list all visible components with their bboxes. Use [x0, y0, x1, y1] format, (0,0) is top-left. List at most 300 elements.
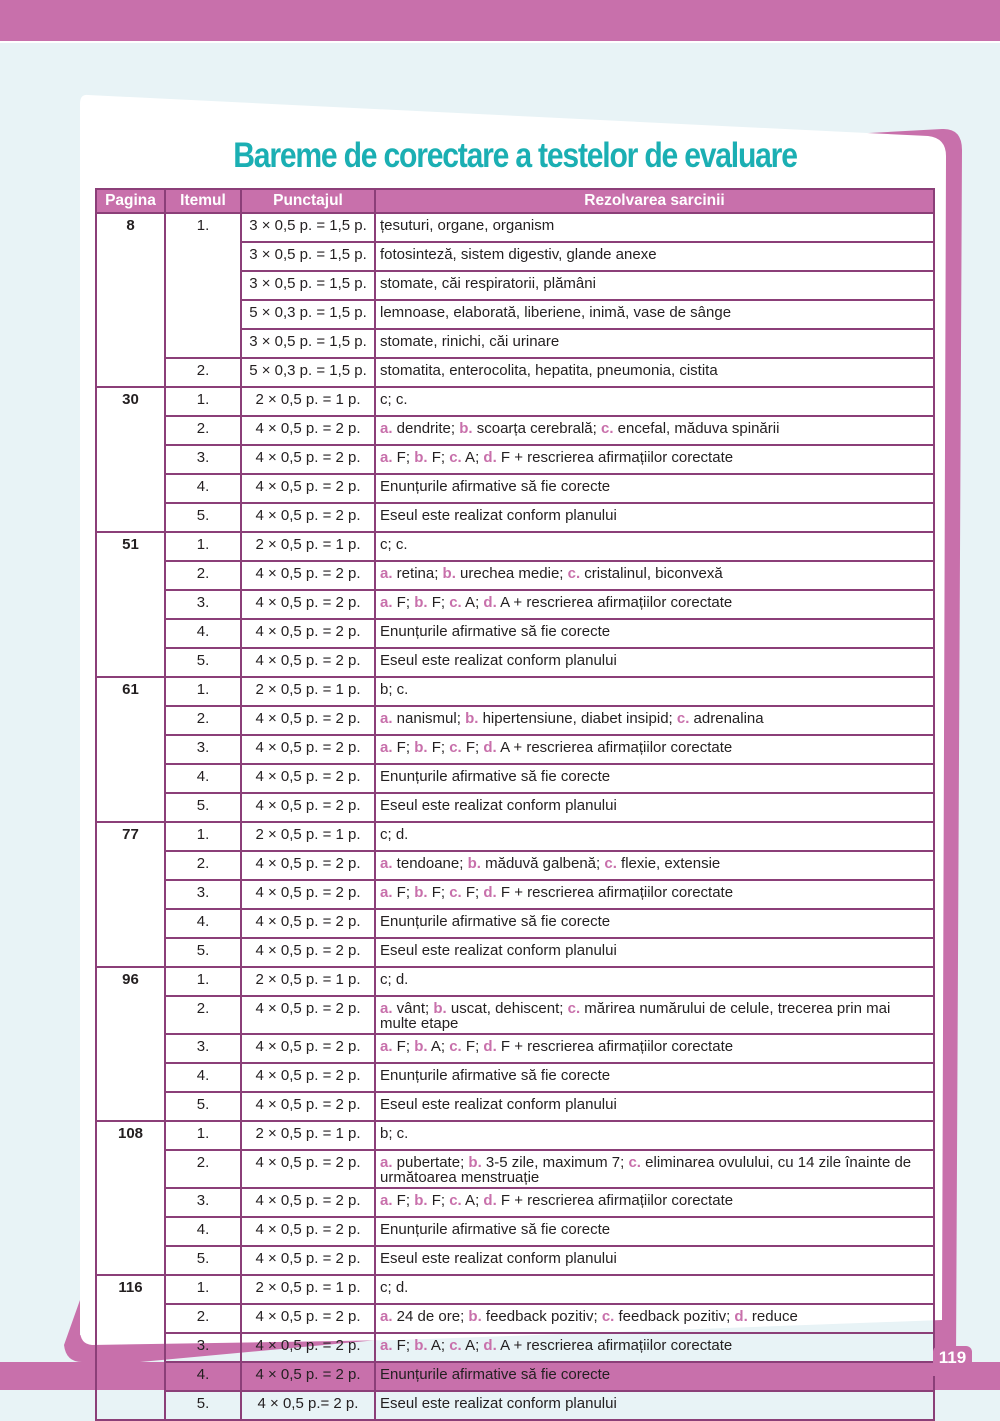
option-label: a. [380, 710, 393, 727]
answer-text: F; [427, 884, 450, 901]
answer-cell [375, 822, 934, 851]
points-cell: 4 × 0,5 p. = 2 p. [241, 1063, 375, 1092]
answer-cell [375, 1092, 934, 1121]
table-row [96, 416, 934, 445]
option-label: c. [449, 594, 462, 611]
option-label: b. [468, 1154, 482, 1171]
answer-text: dendrite; [392, 420, 460, 437]
item-cell: 4. [165, 764, 241, 793]
answer-text: mărirea numărului de celule, trecerea prin mai multe etape [380, 1000, 895, 1032]
item-cell: 5. [165, 938, 241, 967]
option-label: b. [442, 565, 456, 582]
table-row [96, 474, 934, 503]
option-label: a. [380, 1192, 393, 1209]
page-cell: 116 [96, 1275, 165, 1420]
page-title: Bareme de corectare a testelor de evaluare [233, 136, 797, 175]
points-cell: 4 × 0,5 p. = 2 p. [241, 1333, 375, 1362]
table-row [96, 387, 934, 416]
points-cell: 4 × 0,5 p. = 2 p. [241, 648, 375, 677]
header-rezolvarea: Rezolvarea sarcinii [375, 189, 934, 213]
points-cell: 4 × 0,5 p. = 2 p. [241, 1304, 375, 1333]
points-cell: 3 × 0,5 p. = 1,5 p. [241, 213, 375, 242]
answer-text: Eseul este realizat conform planului [380, 1250, 617, 1267]
item-cell: 4. [165, 1217, 241, 1246]
answer-cell [375, 503, 934, 532]
answer-text: Eseul este realizat conform planului [380, 797, 617, 814]
header-itemul: Itemul [165, 189, 241, 213]
points-cell: 4 × 0,5 p. = 2 p. [241, 561, 375, 590]
option-label: d. [483, 739, 497, 756]
option-label: c. [567, 1000, 581, 1017]
table-row [96, 793, 934, 822]
answer-text: b; c. [380, 1125, 409, 1142]
header-pagina: Pagina [96, 189, 165, 213]
answer-text: Enunțurile afirmative să fie corecte [380, 1366, 611, 1383]
option-label: c. [601, 1308, 615, 1325]
points-cell: 4 × 0,5 p. = 2 p. [241, 590, 375, 619]
table-row [96, 532, 934, 561]
table-row [96, 1362, 934, 1391]
answer-text: reduce [747, 1308, 798, 1325]
answer-cell [375, 938, 934, 967]
points-cell: 3 × 0,5 p. = 1,5 p. [241, 242, 375, 271]
answer-text: F; [392, 1337, 415, 1354]
page-cell: 61 [96, 677, 165, 822]
answer-text: c; c. [380, 536, 408, 553]
item-cell: 3. [165, 445, 241, 474]
option-label: c. [449, 884, 462, 901]
answer-text: stomatita, enterocolita, hepatita, pneumonia, cistita [380, 362, 718, 379]
points-cell: 5 × 0,3 p. = 1,5 p. [241, 358, 375, 387]
answer-text: Enunțurile afirmative să fie corecte [380, 1221, 611, 1238]
answer-text: Eseul este realizat conform planului [380, 1395, 617, 1412]
page-cell: 8 [96, 213, 165, 387]
points-cell: 2 × 0,5 p. = 1 p. [241, 387, 375, 416]
item-cell: 5. [165, 1092, 241, 1121]
points-cell: 4 × 0,5 p. = 2 p. [241, 474, 375, 503]
answer-cell [375, 967, 934, 996]
answer-text: retina; [392, 565, 443, 582]
option-label: c. [449, 739, 462, 756]
points-cell: 4 × 0,5 p. = 2 p. [241, 996, 375, 1034]
answer-text: A + rescrierea afirmațiilor corectate [496, 1337, 733, 1354]
answer-text: F; [461, 1038, 484, 1055]
points-cell: 4 × 0,5 p.= 2 p. [241, 1391, 375, 1420]
table-row [96, 1391, 934, 1420]
answer-text: A; [427, 1337, 450, 1354]
option-label: d. [483, 1337, 497, 1354]
answer-text: A; [461, 594, 484, 611]
answer-text: Enunțurile afirmative să fie corecte [380, 913, 611, 930]
answer-cell [375, 1333, 934, 1362]
points-cell: 2 × 0,5 p. = 1 p. [241, 677, 375, 706]
table-row [96, 648, 934, 677]
answer-text: F; [392, 884, 415, 901]
answer-text: scoarța cerebrală; [472, 420, 601, 437]
page-cell: 96 [96, 967, 165, 1121]
answer-text: Eseul este realizat conform planului [380, 652, 617, 669]
option-label: b. [465, 710, 479, 727]
answer-text: stomate, rinichi, căi urinare [380, 333, 560, 350]
answer-cell [375, 387, 934, 416]
item-cell: 4. [165, 909, 241, 938]
option-label: b. [414, 1038, 428, 1055]
item-cell: 2. [165, 851, 241, 880]
points-cell: 3 × 0,5 p. = 1,5 p. [241, 271, 375, 300]
option-label: d. [483, 449, 497, 466]
answer-cell [375, 1063, 934, 1092]
table-row [96, 503, 934, 532]
answer-text: F + rescrierea afirmațiilor corectate [496, 1038, 734, 1055]
option-label: a. [380, 855, 393, 872]
points-cell: 4 × 0,5 p. = 2 p. [241, 503, 375, 532]
option-label: b. [414, 594, 428, 611]
table-row [96, 996, 934, 1034]
item-cell: 5. [165, 1391, 241, 1420]
answer-cell [375, 793, 934, 822]
answer-cell [375, 648, 934, 677]
answer-text: măduvă galbenă; [480, 855, 605, 872]
page-cell: 108 [96, 1121, 165, 1275]
answer-text: Enunțurile afirmative să fie corecte [380, 768, 611, 785]
option-label: b. [433, 1000, 447, 1017]
answer-text: uscat, dehiscent; [446, 1000, 568, 1017]
answer-text: F; [392, 1192, 415, 1209]
item-cell: 2. [165, 996, 241, 1034]
answer-text: tendoane; [392, 855, 468, 872]
page-number: 119 [933, 1346, 972, 1376]
answer-text: c; d. [380, 826, 409, 843]
option-label: d. [483, 594, 497, 611]
item-cell: 4. [165, 1362, 241, 1391]
answer-text: F + rescrierea afirmațiilor corectate [496, 1192, 734, 1209]
answer-text: hipertensiune, diabet insipid; [478, 710, 677, 727]
points-cell: 4 × 0,5 p. = 2 p. [241, 1362, 375, 1391]
table-row [96, 1217, 934, 1246]
answer-text: F; [427, 449, 450, 466]
points-cell: 4 × 0,5 p. = 2 p. [241, 735, 375, 764]
answer-text: nanismul; [392, 710, 466, 727]
table-row [96, 1150, 934, 1188]
item-cell: 2. [165, 1304, 241, 1333]
table-body [96, 213, 934, 1420]
answer-cell [375, 532, 934, 561]
page-cell: 30 [96, 387, 165, 532]
answer-text: A + rescrierea afirmațiilor corectate [496, 739, 733, 756]
answer-cell [375, 1121, 934, 1150]
answer-cell [375, 300, 934, 329]
option-label: d. [734, 1308, 748, 1325]
answer-cell [375, 880, 934, 909]
answer-text: F; [392, 1038, 415, 1055]
option-label: d. [483, 884, 497, 901]
answer-cell [375, 445, 934, 474]
answer-text: b; c. [380, 681, 409, 698]
answer-cell [375, 1246, 934, 1275]
page-cell: 51 [96, 532, 165, 677]
table-row [96, 938, 934, 967]
table-row [96, 735, 934, 764]
answer-text: pubertate; [392, 1154, 469, 1171]
answer-text: feedback pozitiv; [614, 1308, 735, 1325]
answer-cell [375, 851, 934, 880]
answer-cell [375, 416, 934, 445]
item-cell: 1. [165, 532, 241, 561]
option-label: d. [483, 1038, 497, 1055]
answer-text: vânt; [392, 1000, 434, 1017]
option-label: a. [380, 1308, 393, 1325]
answer-text: F; [427, 594, 450, 611]
answer-cell [375, 996, 934, 1034]
answer-cell [375, 1150, 934, 1188]
points-cell: 4 × 0,5 p. = 2 p. [241, 706, 375, 735]
item-cell: 3. [165, 735, 241, 764]
answer-cell [375, 474, 934, 503]
answer-text: A; [461, 1337, 484, 1354]
answer-text: flexie, extensie [616, 855, 721, 872]
option-label: c. [449, 1337, 462, 1354]
item-cell: 1. [165, 1121, 241, 1150]
option-label: a. [380, 565, 393, 582]
item-cell: 2. [165, 706, 241, 735]
answer-cell [375, 271, 934, 300]
table-row [96, 677, 934, 706]
points-cell: 2 × 0,5 p. = 1 p. [241, 1121, 375, 1150]
option-label: a. [380, 1154, 393, 1171]
answer-cell [375, 329, 934, 358]
option-label: b. [468, 1308, 482, 1325]
answer-text: F; [427, 739, 450, 756]
answer-text: A + rescrierea afirmațiilor corectate [496, 594, 733, 611]
answer-cell [375, 677, 934, 706]
page-cell: 77 [96, 822, 165, 967]
table-row [96, 1121, 934, 1150]
table-row [96, 706, 934, 735]
table-row [96, 561, 934, 590]
header-punctajul: Punctajul [241, 189, 375, 213]
points-cell: 3 × 0,5 p. = 1,5 p. [241, 329, 375, 358]
item-cell: 3. [165, 880, 241, 909]
answer-cell [375, 1217, 934, 1246]
option-label: b. [459, 420, 473, 437]
answer-cell [375, 909, 934, 938]
answer-text: F; [427, 1192, 450, 1209]
item-cell: 1. [165, 1275, 241, 1304]
points-cell: 5 × 0,3 p. = 1,5 p. [241, 300, 375, 329]
points-cell: 4 × 0,5 p. = 2 p. [241, 880, 375, 909]
item-cell: 3. [165, 590, 241, 619]
answer-cell [375, 213, 934, 242]
option-label: a. [380, 1038, 393, 1055]
answer-text: 3-5 zile, maximum 7; [481, 1154, 629, 1171]
table-row [96, 445, 934, 474]
option-label: b. [414, 884, 428, 901]
answer-text: Eseul este realizat conform planului [380, 942, 617, 959]
option-label: a. [380, 739, 393, 756]
table-row [96, 213, 934, 242]
answer-text: Enunțurile afirmative să fie corecte [380, 623, 611, 640]
answer-text: F; [461, 884, 484, 901]
points-cell: 2 × 0,5 p. = 1 p. [241, 822, 375, 851]
answer-text: A; [427, 1038, 450, 1055]
answer-cell [375, 1034, 934, 1063]
points-cell: 4 × 0,5 p. = 2 p. [241, 1034, 375, 1063]
table-row [96, 1304, 934, 1333]
table-row [96, 358, 934, 387]
item-cell: 1. [165, 677, 241, 706]
points-cell: 4 × 0,5 p. = 2 p. [241, 619, 375, 648]
answer-text: A; [461, 449, 484, 466]
grading-table [95, 188, 935, 1421]
table-row [96, 619, 934, 648]
points-cell: 4 × 0,5 p. = 2 p. [241, 1217, 375, 1246]
answer-text: eliminarea ovulului, cu 14 zile înainte de următoarea menstruație [380, 1154, 916, 1186]
item-cell: 1. [165, 387, 241, 416]
table-row [96, 1092, 934, 1121]
item-cell: 1. [165, 213, 241, 358]
answer-cell [375, 764, 934, 793]
item-cell: 5. [165, 1246, 241, 1275]
answer-text: Eseul este realizat conform planului [380, 507, 617, 524]
answer-cell [375, 1188, 934, 1217]
item-cell: 4. [165, 619, 241, 648]
points-cell: 4 × 0,5 p. = 2 p. [241, 938, 375, 967]
answer-text: stomate, căi respiratorii, plămâni [380, 275, 596, 292]
answer-text: urechea medie; [455, 565, 568, 582]
item-cell: 2. [165, 416, 241, 445]
points-cell: 4 × 0,5 p. = 2 p. [241, 851, 375, 880]
points-cell: 4 × 0,5 p. = 2 p. [241, 445, 375, 474]
option-label: b. [414, 739, 428, 756]
answer-cell [375, 706, 934, 735]
table-row [96, 1188, 934, 1217]
answer-text: F; [461, 739, 484, 756]
answer-text: F; [392, 739, 415, 756]
option-label: b. [414, 449, 428, 466]
answer-cell [375, 1391, 934, 1420]
item-cell: 2. [165, 1150, 241, 1188]
answer-text: fotosinteză, sistem digestiv, glande anexe [380, 246, 657, 263]
item-cell: 3. [165, 1188, 241, 1217]
option-label: b. [467, 855, 481, 872]
table-row [96, 764, 934, 793]
option-label: a. [380, 594, 393, 611]
option-label: c. [567, 565, 581, 582]
item-cell: 5. [165, 648, 241, 677]
points-cell: 4 × 0,5 p. = 2 p. [241, 764, 375, 793]
answer-text: c; d. [380, 1279, 409, 1296]
answer-text: A; [461, 1192, 484, 1209]
table-row [96, 909, 934, 938]
answer-text: encefal, măduva spinării [613, 420, 780, 437]
item-cell: 3. [165, 1034, 241, 1063]
points-cell: 4 × 0,5 p. = 2 p. [241, 909, 375, 938]
table-row [96, 1063, 934, 1092]
points-cell: 4 × 0,5 p. = 2 p. [241, 1150, 375, 1188]
item-cell: 1. [165, 967, 241, 996]
answer-cell [375, 1362, 934, 1391]
item-cell: 4. [165, 1063, 241, 1092]
option-label: a. [380, 1337, 393, 1354]
option-label: c. [449, 1192, 462, 1209]
item-cell: 5. [165, 793, 241, 822]
table-row [96, 851, 934, 880]
item-cell: 5. [165, 503, 241, 532]
answer-text: Eseul este realizat conform planului [380, 1096, 617, 1113]
answer-text: 24 de ore; [392, 1308, 469, 1325]
answer-cell [375, 1304, 934, 1333]
table-row [96, 1333, 934, 1362]
item-cell: 2. [165, 561, 241, 590]
table-row [96, 1246, 934, 1275]
option-label: c. [600, 420, 614, 437]
points-cell: 4 × 0,5 p. = 2 p. [241, 793, 375, 822]
answer-cell [375, 735, 934, 764]
option-label: c. [628, 1154, 641, 1171]
answer-text: F; [392, 594, 415, 611]
answer-cell [375, 619, 934, 648]
answer-text: F + rescrierea afirmațiilor corectate [496, 449, 734, 466]
answer-cell [375, 561, 934, 590]
option-label: c. [604, 855, 617, 872]
answer-cell [375, 590, 934, 619]
option-label: b. [414, 1337, 428, 1354]
table-row [96, 1275, 934, 1304]
option-label: a. [380, 1000, 393, 1017]
answer-text: F; [392, 449, 415, 466]
item-cell: 1. [165, 822, 241, 851]
option-label: b. [414, 1192, 428, 1209]
table-header-row [96, 189, 934, 213]
answer-cell [375, 1275, 934, 1304]
table-row [96, 967, 934, 996]
answer-text: F + rescrierea afirmațiilor corectate [496, 884, 734, 901]
option-label: c. [449, 1038, 462, 1055]
answer-text: adrenalina [689, 710, 764, 727]
option-label: a. [380, 420, 393, 437]
table-row [96, 822, 934, 851]
option-label: d. [483, 1192, 497, 1209]
item-cell: 2. [165, 358, 241, 387]
answer-text: cristalinul, biconvexă [580, 565, 723, 582]
option-label: a. [380, 884, 393, 901]
points-cell: 4 × 0,5 p. = 2 p. [241, 416, 375, 445]
answer-text: țesuturi, organe, organism [380, 217, 555, 234]
answer-text: lemnoase, elaborată, liberiene, inimă, vase de sânge [380, 304, 732, 321]
answer-text: feedback pozitiv; [481, 1308, 602, 1325]
answer-text: Enunțurile afirmative să fie corecte [380, 1067, 611, 1084]
table-row [96, 880, 934, 909]
answer-cell [375, 242, 934, 271]
points-cell: 4 × 0,5 p. = 2 p. [241, 1246, 375, 1275]
item-cell: 4. [165, 474, 241, 503]
answer-text: c; d. [380, 971, 409, 988]
points-cell: 2 × 0,5 p. = 1 p. [241, 1275, 375, 1304]
points-cell: 2 × 0,5 p. = 1 p. [241, 532, 375, 561]
answer-cell [375, 358, 934, 387]
points-cell: 2 × 0,5 p. = 1 p. [241, 967, 375, 996]
option-label: c. [449, 449, 462, 466]
table-row [96, 1034, 934, 1063]
option-label: c. [676, 710, 690, 727]
answer-text: c; c. [380, 391, 408, 408]
points-cell: 4 × 0,5 p. = 2 p. [241, 1188, 375, 1217]
table-row [96, 590, 934, 619]
item-cell: 3. [165, 1333, 241, 1362]
option-label: a. [380, 449, 393, 466]
answer-text: Enunțurile afirmative să fie corecte [380, 478, 611, 495]
points-cell: 4 × 0,5 p. = 2 p. [241, 1092, 375, 1121]
